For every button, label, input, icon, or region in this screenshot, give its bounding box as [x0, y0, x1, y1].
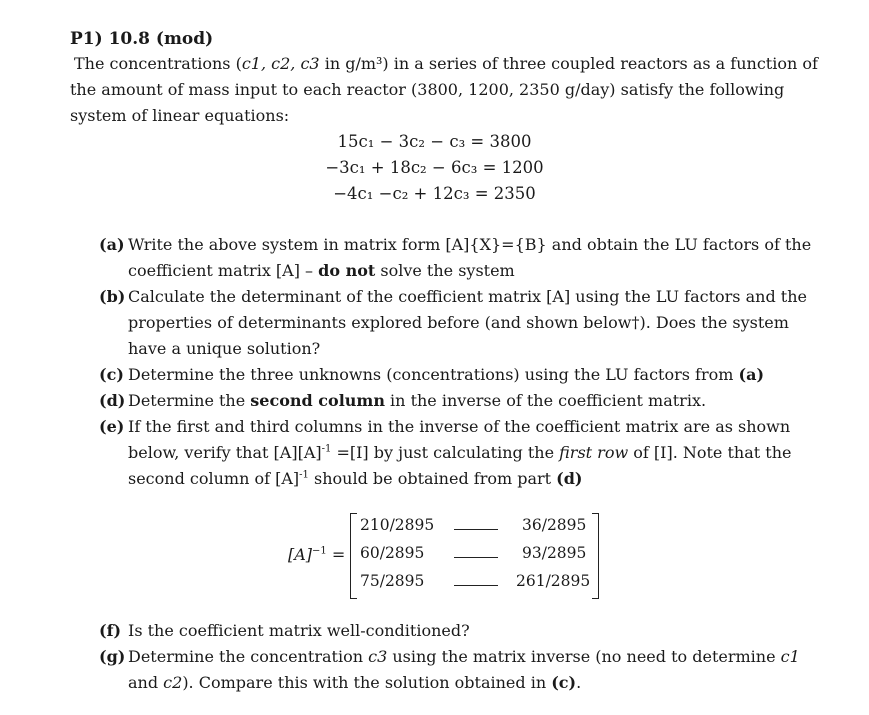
equation-1: 15c₁ − 3c₂ − c₃ = 3800 — [337, 132, 532, 151]
matrix-cell: 60/2895 — [360, 544, 425, 562]
matrix-cell: 210/2895 — [360, 516, 435, 534]
matrix-blank — [454, 585, 498, 586]
matrix-cell: 75/2895 — [360, 572, 425, 590]
part-c: (c) Determine the three unknowns (concentrations) using the LU factors from (a) — [99, 365, 765, 384]
matrix-cell: 261/2895 — [516, 572, 591, 590]
matrix-cell: 36/2895 — [522, 516, 587, 534]
left-bracket — [350, 513, 357, 599]
problem-title: P1) 10.8 (mod) — [70, 29, 214, 49]
equation-2: −3c₁ + 18c₂ − 6c₃ = 1200 — [325, 158, 544, 177]
matrix-lhs: $[A]^{-1}$ = — [288, 545, 346, 564]
question-list-2 — [99, 618, 819, 696]
part-f: (f) Is the coefficient matrix well-conditioned? — [99, 621, 470, 640]
part-d: (d) Determine the second column in the inverse of the coefficient matrix. — [99, 391, 707, 410]
question-list — [99, 232, 819, 492]
problem-intro: The concentrations (c1, c2, c3 in g/m³) in a series of three coupled reactors as a function of the amount of mass input to each reactor (3800, 1200, 2350 g/day) satisfy the following system of linear equations: — [70, 54, 818, 125]
matrix-blank — [454, 529, 498, 530]
part-b: (b) Calculate the determinant of the coefficient matrix [A] using the LU factors and the properties of determinants explored before (and shown below†). Does the system have a unique solution? — [99, 287, 807, 358]
equation-3: −4c₁ −c₂ + 12c₃ = 2350 — [333, 184, 536, 203]
part-a: (a) Write the above system in matrix form [A]{X}={B} and obtain the LU factors of the coefficient matrix [A] – do not solve the system — [99, 235, 812, 280]
matrix-blank — [454, 557, 498, 558]
right-bracket — [592, 513, 599, 599]
part-e: (e) If the first and third columns in the inverse of the coefficient matrix are as shown below, verify that $[A][A]^{-1} =[I]$ by just calculating the first row of [I]. Note that the second column of $[A]^{-1}$ should be obtained from part (d) — [99, 417, 792, 488]
inverse-matrix — [288, 509, 618, 597]
matrix-cell: 93/2895 — [522, 544, 587, 562]
part-g: (g) Determine the concentration c3 using the matrix inverse (no need to determine c1 and c2). Compare this with the solution obtained in (c). — [99, 647, 800, 692]
